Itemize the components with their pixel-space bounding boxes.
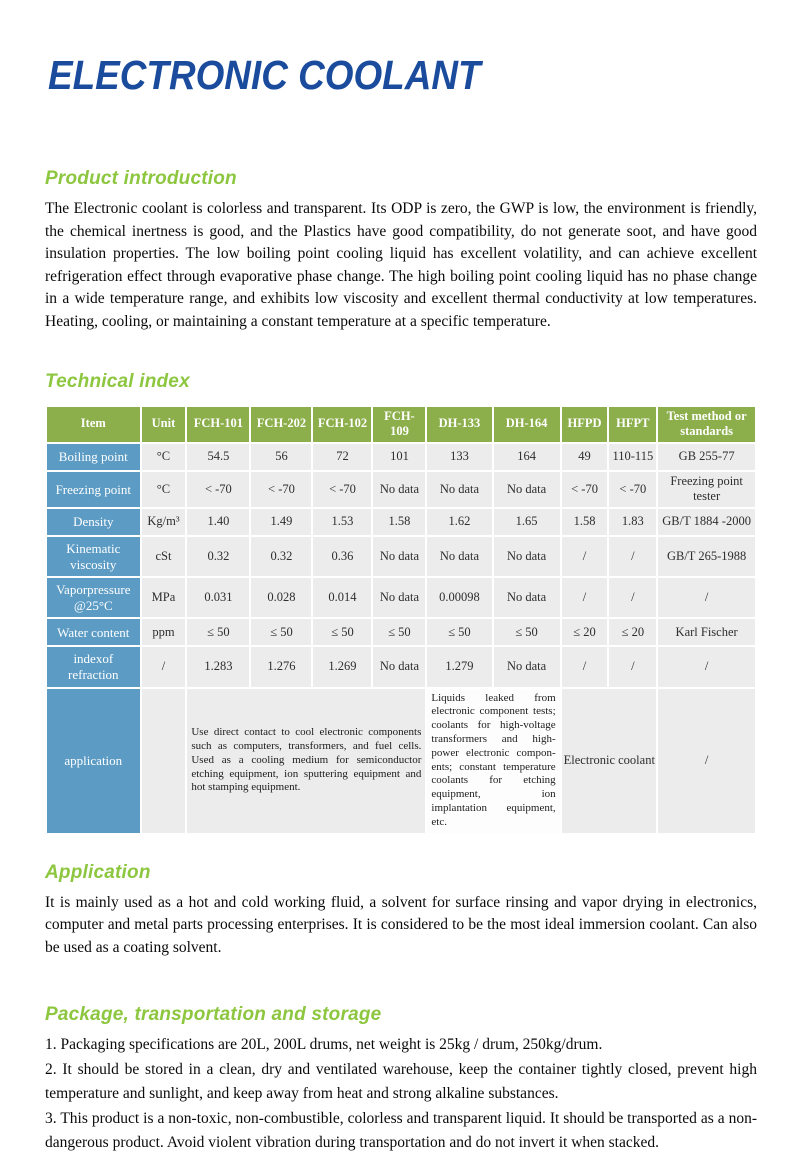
row-label: application	[46, 688, 141, 834]
value-cell: 1.53	[312, 508, 372, 536]
value-cell: MPa	[141, 577, 187, 618]
value-cell: 164	[493, 443, 561, 471]
row-label: Freezing point	[46, 471, 141, 508]
value-cell: /	[657, 688, 756, 834]
value-cell: No data	[426, 471, 492, 508]
value-cell: ≤ 50	[372, 618, 426, 646]
value-cell: 1.40	[186, 508, 250, 536]
value-cell: /	[608, 536, 657, 577]
section-application	[45, 862, 757, 960]
application-text: It is mainly used as a hot and cold working fluid, a solvent for surface rinsing and vapor drying in electronics, computer and metal parts processing enterprises. It is considered to be the most ideal immersion coolant. Can also be used as a coating solvent.	[45, 893, 757, 956]
value-cell: No data	[372, 646, 426, 687]
row-label: Kinematic viscosity	[46, 536, 141, 577]
value-cell: /	[561, 646, 609, 687]
value-cell: No data	[493, 471, 561, 508]
value-cell: 101	[372, 443, 426, 471]
value-cell: /	[608, 577, 657, 618]
value-cell: ≤ 20	[608, 618, 657, 646]
value-cell: °C	[141, 471, 187, 508]
application-dh-cell: Liquids leaked from electronic component tests; coolants for high-voltage transformers and high-power electronic compon-ents; constant temperature coolants for etching equipment, ion implantation equipment, etc.	[426, 688, 560, 834]
value-cell: ≤ 50	[250, 618, 312, 646]
row-label: Boiling point	[46, 443, 141, 471]
value-cell: /	[561, 577, 609, 618]
column-header: HFPT	[608, 406, 657, 443]
value-cell: 72	[312, 443, 372, 471]
product-introduction-text: The Electronic coolant is colorless and transparent. Its ODP is zero, the GWP is low, the environment is friendly, the chemical inertness is good, and the Plastics have good compatibility, do not generate soot, and have good insulation properties. The low boiling point cooling liquid has excellent volatility, and can achieve excellent refrigeration effect through evaporative phase change. The high boiling point cooling liquid has no phase change in a wide temperature range, and exhibits low viscosity and excellent thermal conductivity at low temperatures. Heating, cooling, or maintaining a constant temperature at a specific temperature.	[45, 200, 757, 330]
value-cell	[141, 688, 187, 834]
value-cell: 1.65	[493, 508, 561, 536]
value-cell: ≤ 50	[493, 618, 561, 646]
value-cell: Freezing point tester	[657, 471, 756, 508]
column-header: FCH-202	[250, 406, 312, 443]
value-cell: /	[561, 536, 609, 577]
value-cell: 0.00098	[426, 577, 492, 618]
value-cell: 1.269	[312, 646, 372, 687]
value-cell: 0.031	[186, 577, 250, 618]
value-cell: ppm	[141, 618, 187, 646]
value-cell: ≤ 20	[561, 618, 609, 646]
value-cell: 1.279	[426, 646, 492, 687]
value-cell: 1.58	[561, 508, 609, 536]
value-cell: No data	[426, 536, 492, 577]
value-cell: No data	[493, 536, 561, 577]
value-cell: 54.5	[186, 443, 250, 471]
value-cell: 1.276	[250, 646, 312, 687]
value-cell: No data	[372, 536, 426, 577]
technical-index-heading: Technical index	[45, 370, 190, 392]
value-cell: /	[141, 646, 187, 687]
table-header-row	[46, 406, 756, 443]
column-header: FCH-102	[312, 406, 372, 443]
value-cell: 1.283	[186, 646, 250, 687]
value-cell: < -70	[250, 471, 312, 508]
column-header: DH-133	[426, 406, 492, 443]
column-header: FCH-101	[186, 406, 250, 443]
row-label: Water content	[46, 618, 141, 646]
value-cell: No data	[372, 471, 426, 508]
table-row	[46, 536, 756, 577]
application-fch-cell: Use direct contact to cool electronic components such as computers, transformers, and fuel cells. Used as a cooling medium for semiconductor etching equipment, ion sputtering equipment and hot stamping equipment.	[186, 688, 426, 834]
row-label: Density	[46, 508, 141, 536]
value-cell: Kg/m³	[141, 508, 187, 536]
column-header: DH-164	[493, 406, 561, 443]
column-header: Item	[46, 406, 141, 443]
package-list-item: 3. This product is a non-toxic, non-combustible, colorless and transparent liquid. It should be transported as a non-dangerous product. Avoid violent vibration during transportation and do not invert it when stacked.	[45, 1109, 757, 1152]
value-cell: 110-115	[608, 443, 657, 471]
value-cell: ≤ 50	[186, 618, 250, 646]
table-row	[46, 508, 756, 536]
table-row	[46, 443, 756, 471]
table-row	[46, 577, 756, 618]
table-row	[46, 471, 756, 508]
value-cell: 0.32	[250, 536, 312, 577]
value-cell: No data	[493, 577, 561, 618]
section-package-transport-storage	[45, 1004, 757, 1156]
application-heading: Application	[45, 861, 151, 883]
value-cell: 1.49	[250, 508, 312, 536]
row-label: Vaporpressure @25°C	[46, 577, 141, 618]
package-list	[45, 1033, 757, 1156]
column-header: Test method or standards	[657, 406, 756, 443]
value-cell: 0.36	[312, 536, 372, 577]
value-cell: ≤ 50	[426, 618, 492, 646]
technical-index-table	[45, 405, 757, 835]
value-cell: /	[657, 646, 756, 687]
section-technical-index	[45, 371, 757, 835]
table-row	[46, 646, 756, 687]
value-cell: GB 255-77	[657, 443, 756, 471]
package-list-item: 1. Packaging specifications are 20L, 200L drums, net weight is 25kg / drum, 250kg/drum.	[45, 1036, 603, 1054]
value-cell: 0.014	[312, 577, 372, 618]
value-cell: 56	[250, 443, 312, 471]
value-cell: < -70	[312, 471, 372, 508]
package-list-item: 2. It should be stored in a clean, dry and ventilated warehouse, keep the container tightly closed, prevent high temperature and sunlight, and keep away from heat and strong alkaline substances.	[45, 1060, 757, 1103]
value-cell: cSt	[141, 536, 187, 577]
document-title: ELECTRONIC COOLANT	[48, 52, 481, 98]
value-cell: 133	[426, 443, 492, 471]
value-cell: 0.028	[250, 577, 312, 618]
value-cell: Karl Fischer	[657, 618, 756, 646]
value-cell: No data	[493, 646, 561, 687]
table-row-application	[46, 688, 756, 834]
package-heading: Package, transportation and storage	[45, 1004, 382, 1026]
product-introduction-heading: Product introduction	[45, 168, 237, 189]
value-cell: /	[657, 577, 756, 618]
value-cell: No data	[372, 577, 426, 618]
value-cell: /	[608, 646, 657, 687]
column-header: HFPD	[561, 406, 609, 443]
application-hf-cell: Electronic coolant	[561, 688, 658, 834]
table-row	[46, 618, 756, 646]
value-cell: GB/T 1884 -2000	[657, 508, 756, 536]
value-cell: °C	[141, 443, 187, 471]
value-cell: 0.32	[186, 536, 250, 577]
value-cell: ≤ 50	[312, 618, 372, 646]
value-cell: < -70	[186, 471, 250, 508]
value-cell: 1.83	[608, 508, 657, 536]
value-cell: 1.62	[426, 508, 492, 536]
value-cell: 49	[561, 443, 609, 471]
column-header: FCH-109	[372, 406, 426, 443]
value-cell: GB/T 265-1988	[657, 536, 756, 577]
column-header: Unit	[141, 406, 187, 443]
row-label: indexof refraction	[46, 646, 141, 687]
value-cell: < -70	[561, 471, 609, 508]
section-product-introduction	[45, 168, 757, 334]
value-cell: < -70	[608, 471, 657, 508]
value-cell: 1.58	[372, 508, 426, 536]
